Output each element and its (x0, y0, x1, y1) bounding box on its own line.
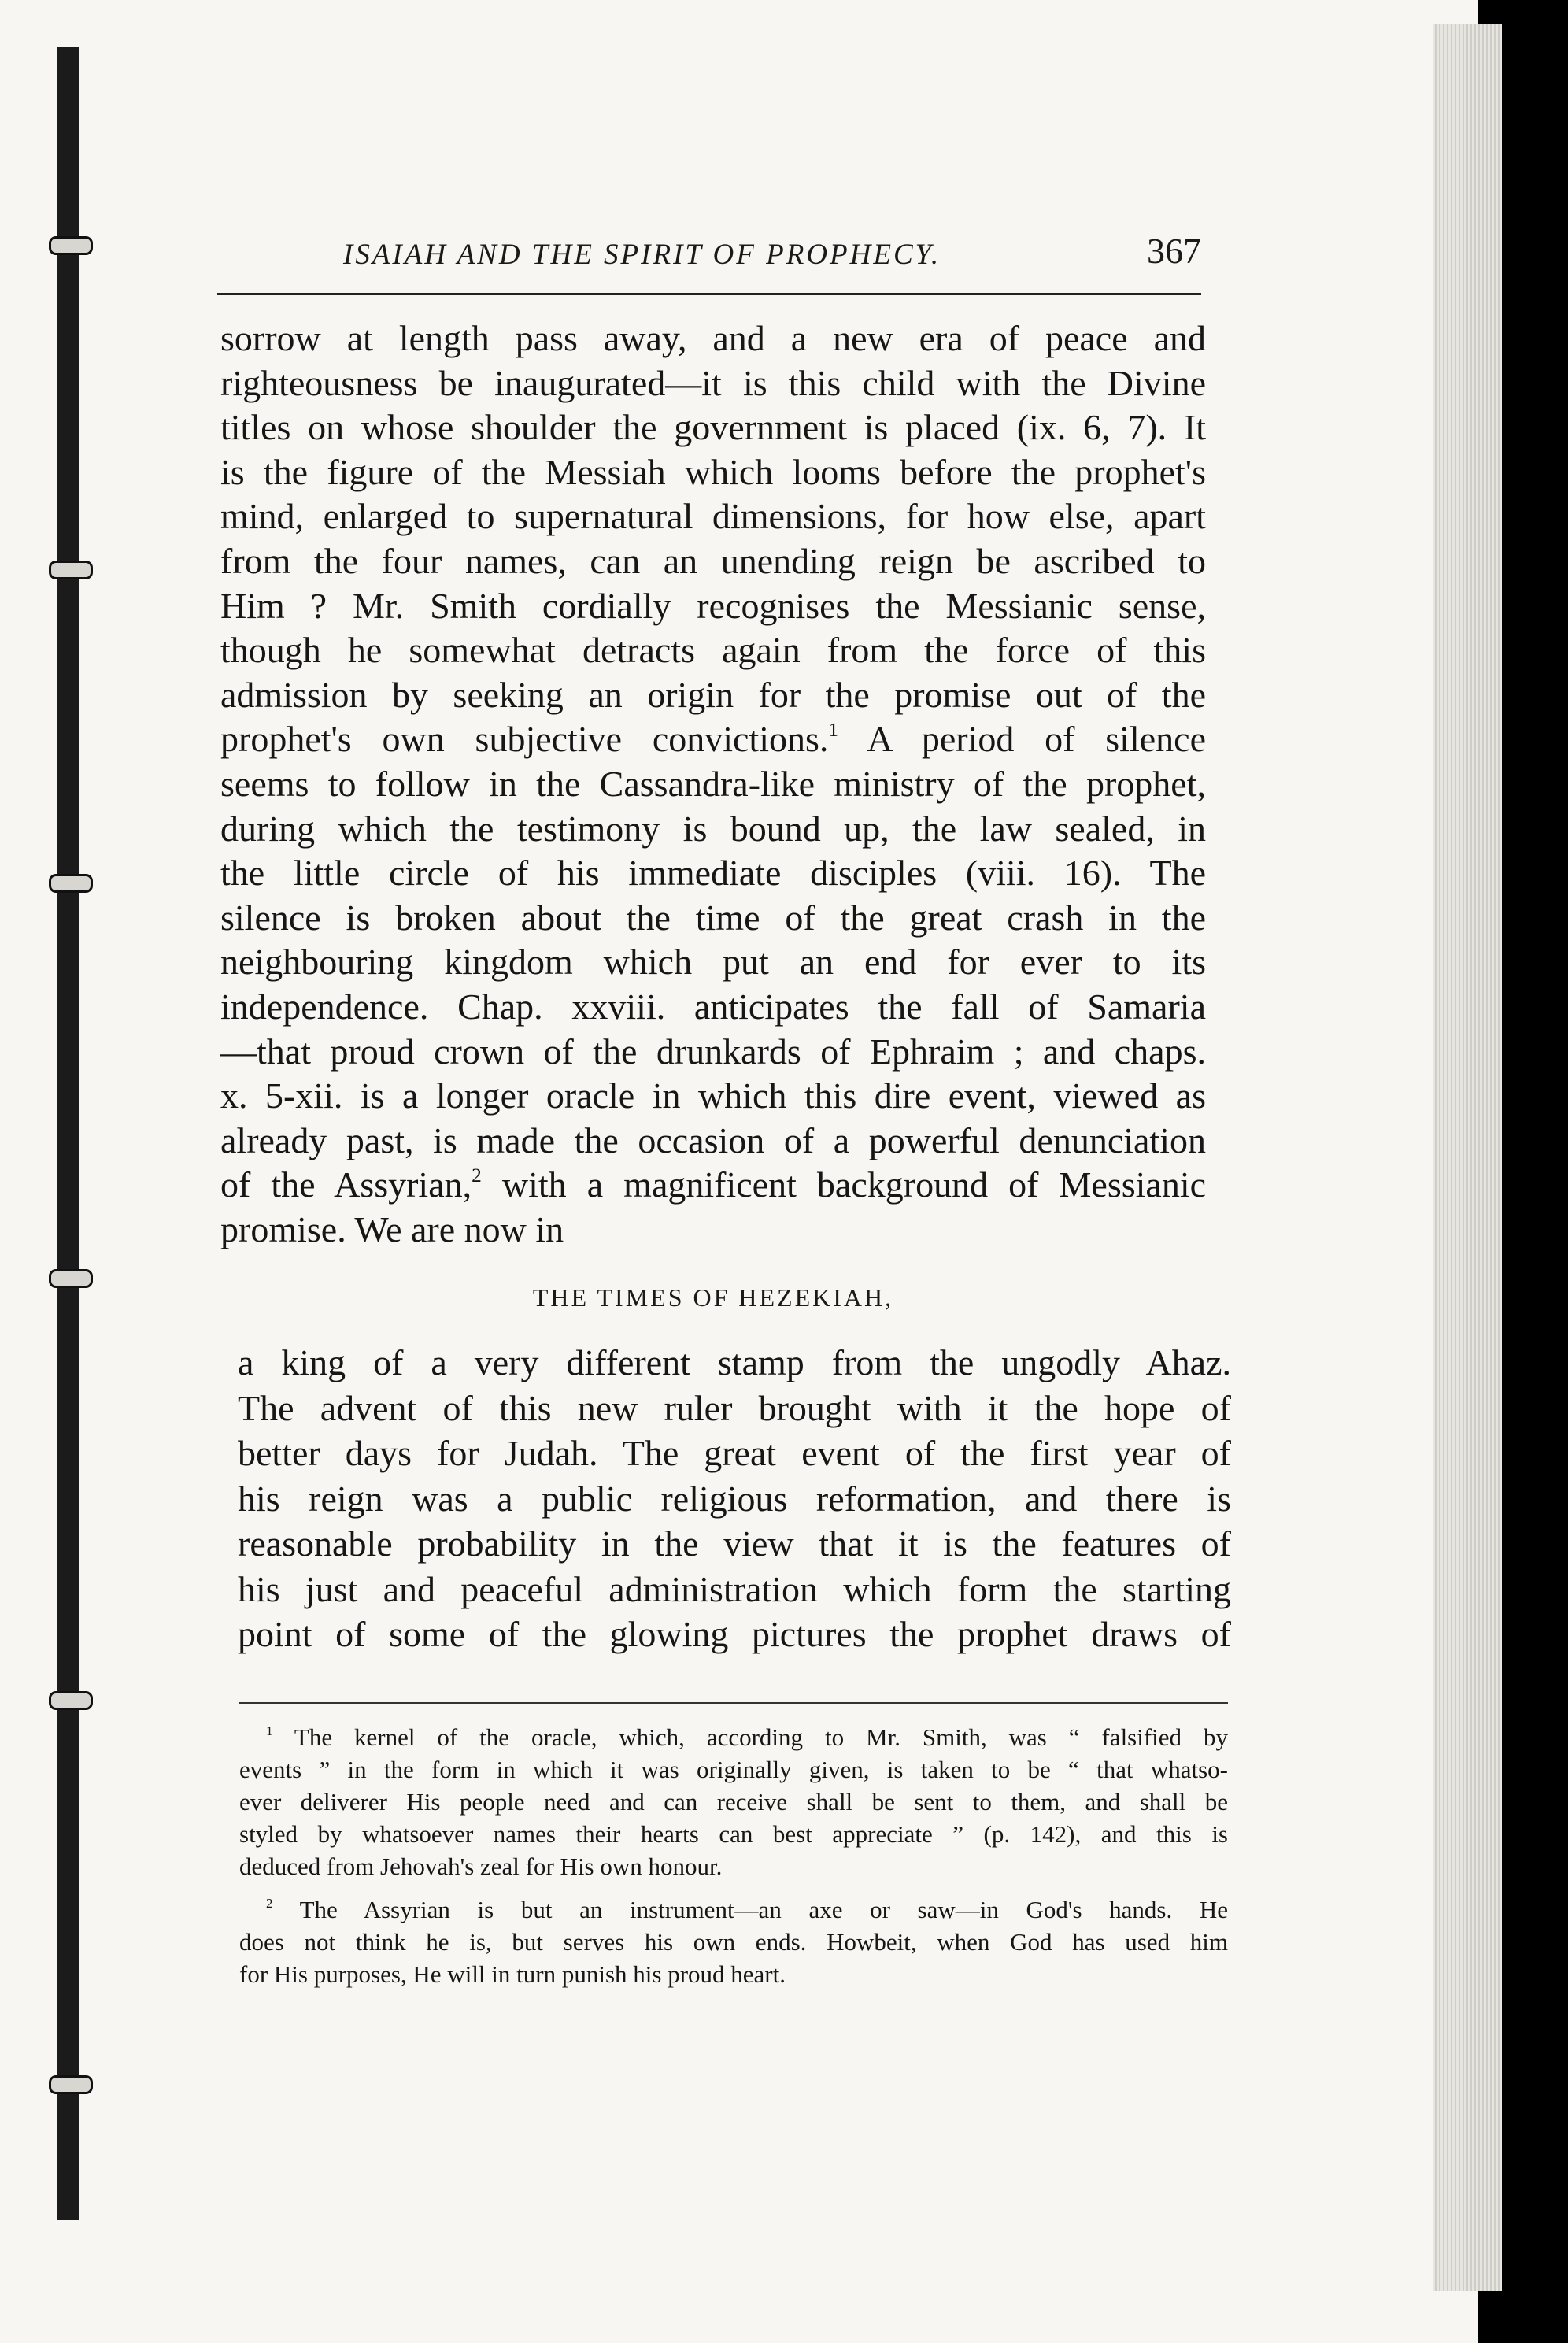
running-header (217, 228, 1201, 295)
footnote-line (239, 1893, 1228, 1926)
footnote-line: events ” in the form in which it was originally given, is taken to be “ that whatso- (239, 1756, 1228, 1783)
footnote-line: does not think he is, but serves his own ends. Howbeit, when God has used him (239, 1928, 1228, 1956)
text-line: point of some of the glowing pictures the prophet draws of (238, 1614, 1231, 1654)
footnote-line: for His purposes, He will in turn punish his proud heart. (239, 1960, 786, 1988)
footnote-line: ever deliverer His people need and can receive shall be sent to them, and shall be (239, 1788, 1228, 1816)
text-line: from the four names, can an unending reign be ascribed to (220, 540, 1206, 581)
text-line: though he somewhat detracts again from the force of this (220, 630, 1206, 671)
footnotes (239, 1721, 1228, 1990)
text-line: titles on whose shoulder the government is placed (ix. 6, 7). It (220, 407, 1206, 448)
text-line: righteousness be inaugurated—it is this child with the Divine (220, 362, 1206, 403)
line-text: The Assyrian is but an instrument—an axe or saw—in God's hands. He (272, 1896, 1228, 1923)
binding-stitch (49, 236, 93, 255)
binding-spine (57, 47, 79, 2220)
text-line: independence. Chap. xxviii. anticipates the fall of Samaria (220, 986, 1206, 1027)
text-line (220, 1163, 1206, 1208)
section-heading: THE TIMES OF HEZEKIAH, (532, 1283, 894, 1312)
footnote-line (239, 1721, 1228, 1753)
text-line (220, 717, 1206, 762)
line-text: of the Assyrian, (220, 1164, 472, 1205)
text-line: his reign was a public religious reformation, and there is (238, 1478, 1231, 1519)
footnote-divider (239, 1702, 1228, 1704)
line-text: A period of silence (838, 719, 1206, 760)
binding-stitch (49, 1269, 93, 1288)
text-line: neighbouring kingdom which put an end for ever to its (220, 942, 1206, 983)
page-number: 367 (1147, 231, 1201, 271)
text-line: during which the testimony is bound up, the law sealed, in (220, 808, 1206, 849)
text-line: better days for Judah. The great event of the first year of (238, 1433, 1231, 1473)
binding-stitch (49, 561, 93, 579)
text-line: his just and peaceful administration which form the starting (238, 1568, 1231, 1609)
footnote-ref-2[interactable]: 2 (472, 1164, 482, 1187)
text-line: —that proud crown of the drunkards of Ephraim ; and chaps. (220, 1031, 1206, 1072)
text-line: reasonable probability in the view that it is the features of (238, 1523, 1231, 1564)
body-paragraph-2 (238, 1340, 1231, 1657)
line-text: with a magnificent background of Messianic (481, 1164, 1207, 1205)
footnote-ref-1[interactable]: 1 (828, 719, 839, 742)
text-line: admission by seeking an origin for the promise out of the (220, 674, 1206, 715)
text-line: the little circle of his immediate disciples (viii. 16). The (220, 853, 1206, 894)
footnote-marker-2: 2 (266, 1896, 273, 1912)
footnote-line: styled by whatsoever names their hearts can best appreciate ” (p. 142), and this is (239, 1820, 1228, 1848)
text-line: already past, is made the occasion of a powerful denunciation (220, 1120, 1206, 1160)
text-line: x. 5-xii. is a longer oracle in which this dire event, viewed as (220, 1075, 1206, 1116)
text-line: Him ? Mr. Smith cordially recognises the Messianic sense, (220, 585, 1206, 626)
footnote-gap (239, 1882, 1228, 1893)
binding-stitch (49, 1691, 93, 1710)
text-line: promise. We are now in (220, 1209, 564, 1249)
text-line: silence is broken about the time of the great crash in the (220, 897, 1206, 938)
footnote-marker-1: 1 (266, 1723, 273, 1739)
binding-stitch (49, 2075, 93, 2094)
line-text: The kernel of the oracle, which, according to Mr. Smith, was “ falsified by (272, 1723, 1228, 1751)
text-line: seems to follow in the Cassandra-like ministry of the prophet, (220, 763, 1206, 804)
text-line: The advent of this new ruler brought with it the hope of (238, 1387, 1231, 1428)
footnote-line: deduced from Jehovah's zeal for His own honour. (239, 1853, 723, 1880)
text-line: sorrow at length pass away, and a new era of peace and (220, 318, 1206, 358)
body-paragraph-1 (220, 316, 1206, 1252)
text-line: is the figure of the Messiah which looms before the prophet's (220, 451, 1206, 492)
text-line: mind, enlarged to supernatural dimensions, for how else, apart (220, 496, 1206, 537)
line-text: prophet's own subjective convictions. (220, 719, 829, 760)
page-edges (1433, 24, 1502, 2291)
binding-stitch (49, 874, 93, 893)
running-title: ISAIAH AND THE SPIRIT OF PROPHECY. (343, 239, 941, 271)
text-line: a king of a very different stamp from the ungodly Ahaz. (238, 1342, 1231, 1382)
